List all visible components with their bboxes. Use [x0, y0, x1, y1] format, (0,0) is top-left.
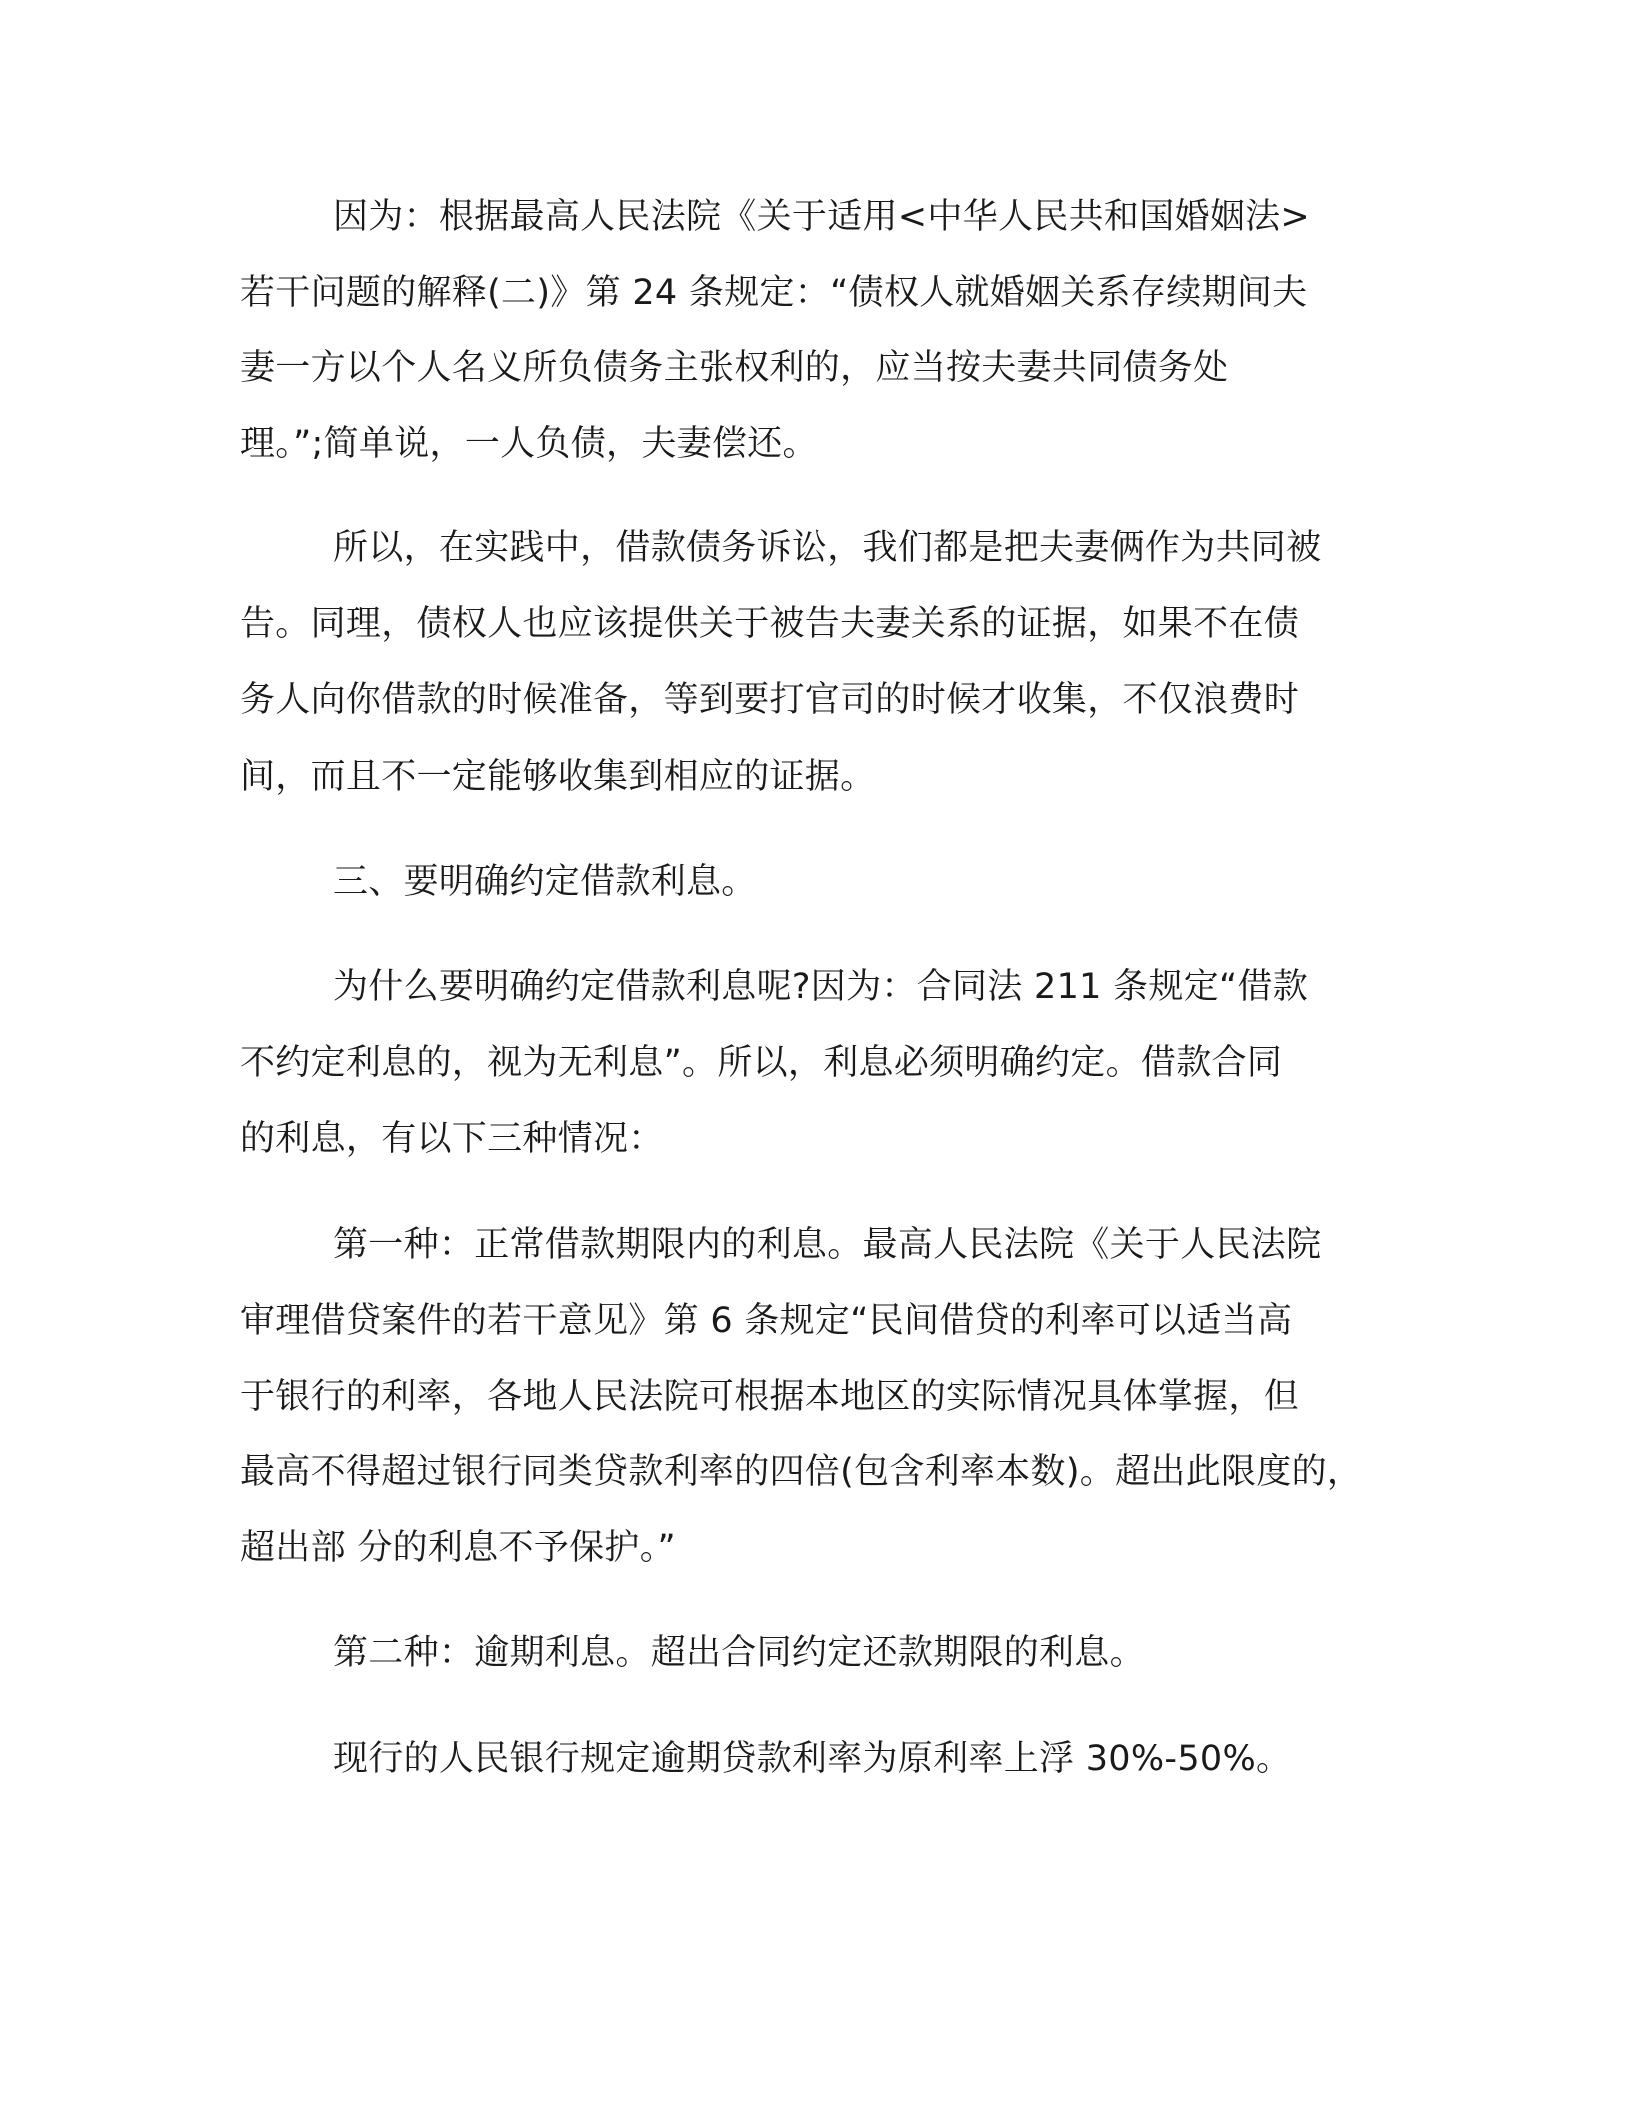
paragraph-1-line-3: 妻一方以个人名义所负债务主张权利的，应当按夫妻共同债务处 — [240, 348, 1229, 388]
paragraph-2-line-2: 告。同理，债权人也应该提供关于被告夫妻关系的证据，如果不在债 — [240, 604, 1300, 644]
paragraph-1-line-1: 因为：根据最高人民法院《关于适用<中华人民共和国婚姻法> — [333, 197, 1311, 237]
paragraph-4-line-2: 不约定利息的，视为无利息”。所以，利息必须明确约定。借款合同 — [240, 1043, 1283, 1083]
paragraph-5-line-5: 超出部 分的利息不予保护。” — [240, 1528, 676, 1568]
paragraph-5-line-3: 于银行的利率，各地人民法院可根据本地区的实际情况具体掌握，但 — [240, 1377, 1300, 1417]
paragraph-2-line-3: 务人向你借款的时候准备，等到要打官司的时候才收集，不仅浪费时 — [240, 680, 1300, 720]
paragraph-1-line-2: 若干问题的解释(二)》第 24 条规定：“债权人就婚姻关系存续期间夫 — [240, 273, 1308, 313]
paragraph-2-line-1: 所以，在实践中，借款债务诉讼，我们都是把夫妻俩作为共同被 — [333, 528, 1322, 568]
paragraph-4-line-3: 的利息，有以下三种情况： — [240, 1119, 664, 1159]
paragraph-5-line-4: 最高不得超过银行同类贷款利率的四倍(包含利率本数)。超出此限度的， — [240, 1452, 1363, 1492]
paragraph-4-line-1: 为什么要明确约定借款利息呢?因为：合同法 211 条规定“借款 — [333, 967, 1309, 1007]
paragraph-1-line-4: 理。”;简单说，一人负债，夫妻偿还。 — [240, 424, 818, 464]
paragraph-5-line-1: 第一种：正常借款期限内的利息。最高人民法院《关于人民法院 — [333, 1225, 1322, 1265]
section-heading: 三、要明确约定借款利息。 — [333, 862, 757, 902]
paragraph-6-line-1: 第二种：逾期利息。超出合同约定还款期限的利息。 — [333, 1633, 1145, 1673]
paragraph-2-line-4: 间，而且不一定能够收集到相应的证据。 — [240, 757, 876, 797]
paragraph-7-line-1: 现行的人民银行规定逾期贷款利率为原利率上浮 30%-50%。 — [333, 1739, 1292, 1779]
paragraph-5-line-2: 审理借贷案件的若干意见》第 6 条规定“民间借贷的利率可以适当高 — [240, 1301, 1293, 1341]
